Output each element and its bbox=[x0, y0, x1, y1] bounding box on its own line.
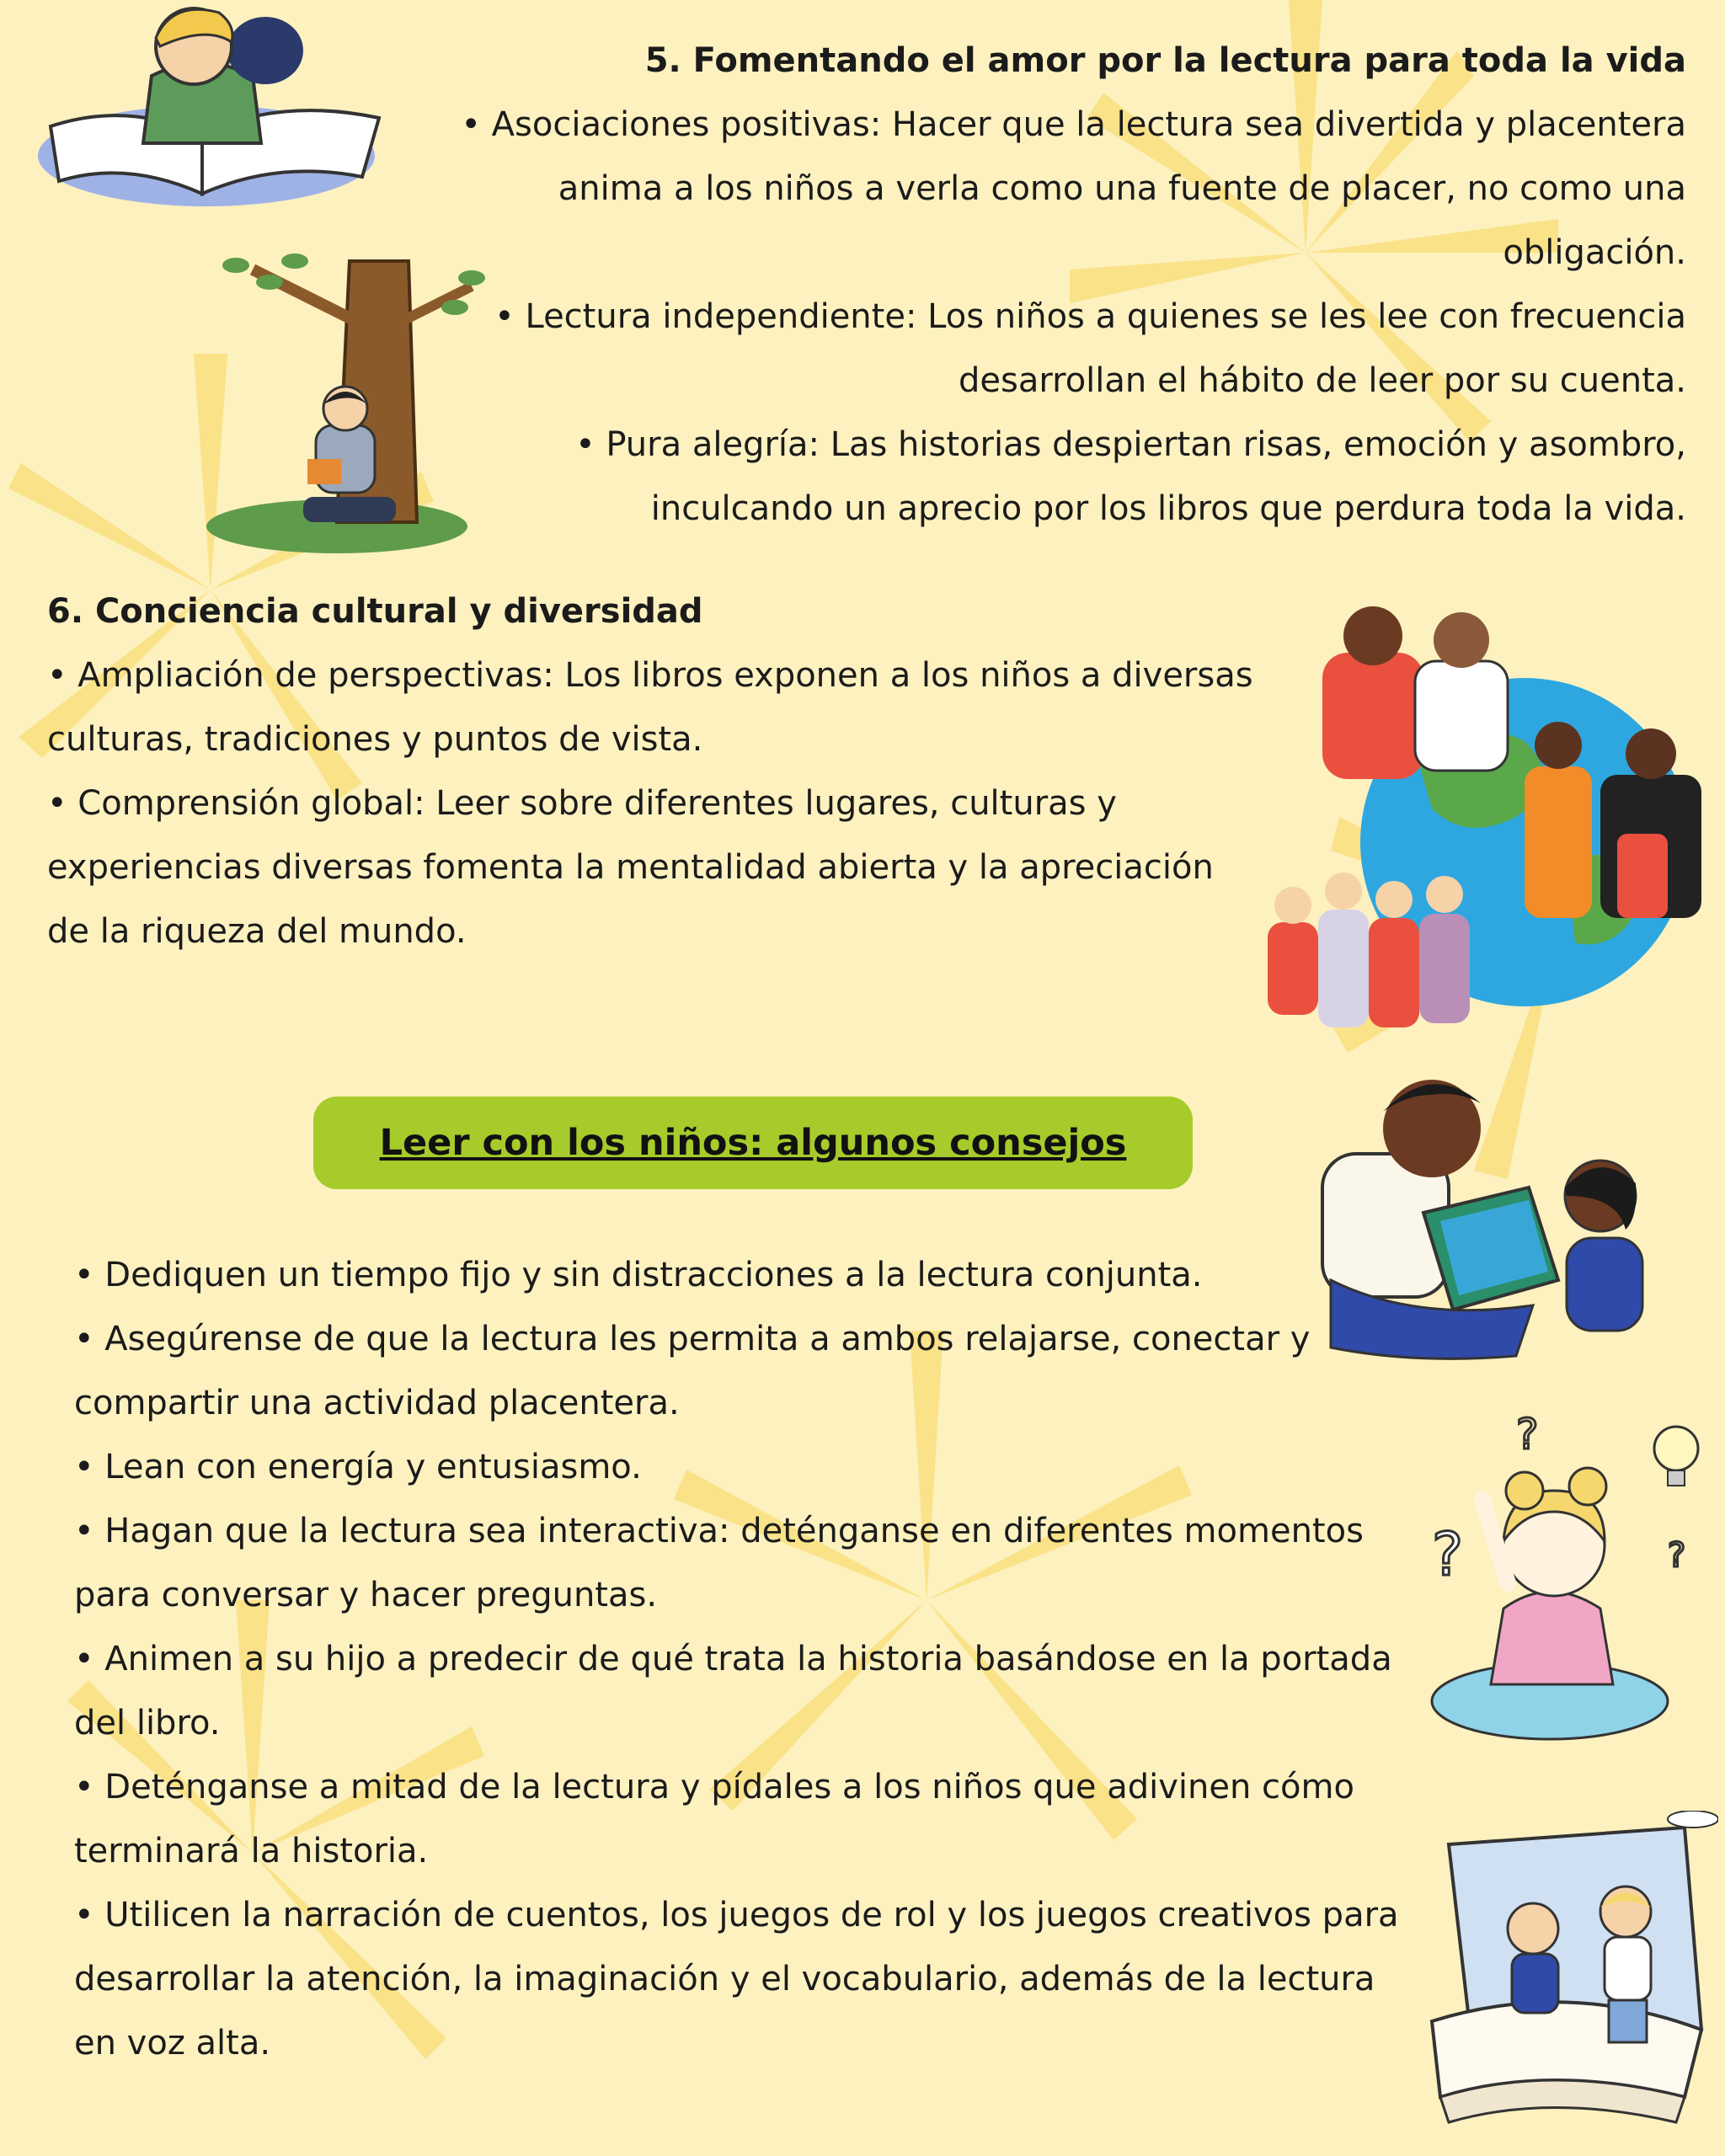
tips-line: en voz alta. bbox=[74, 2024, 271, 2063]
svg-text:?: ? bbox=[1516, 1410, 1539, 1459]
section6-line: experiencias diversas fomenta la mentalidad abierta y la apreciación bbox=[47, 848, 1214, 887]
tips-line: • Dediquen un tiempo fijo y sin distracciones a la lectura conjunta. bbox=[74, 1256, 1203, 1294]
section6-line: culturas, tradiciones y puntos de vista. bbox=[47, 720, 703, 759]
tips-line: compartir una actividad placentera. bbox=[74, 1384, 680, 1422]
section6-line: de la riqueza del mundo. bbox=[47, 912, 467, 951]
tips-line: • Deténganse a mitad de la lectura y pídales a los niños que adivinen cómo bbox=[74, 1768, 1354, 1806]
section5-line: • Asociaciones positivas: Hacer que la lectura sea divertida y placentera bbox=[461, 105, 1686, 144]
tips-line: terminará la historia. bbox=[74, 1832, 429, 1870]
section5-heading: 5. Fomentando el amor por la lectura para toda la vida bbox=[644, 41, 1686, 80]
diverse-people-around-globe-illustration bbox=[1247, 590, 1718, 1044]
section6-heading: 6. Conciencia cultural y diversidad bbox=[47, 592, 703, 631]
section5-line: obligación. bbox=[1503, 233, 1686, 272]
tips-line: • Hagan que la lectura sea interactiva: deténganse en diferentes momentos bbox=[74, 1512, 1364, 1550]
kids-exploring-on-book-illustration bbox=[1415, 1811, 1718, 2139]
tips-line: • Utilicen la narración de cuentos, los juegos de rol y los juegos creativos para bbox=[74, 1896, 1399, 1935]
svg-text:?: ? bbox=[1668, 1536, 1686, 1575]
section5-line: • Pura alegría: Las historias despiertan risas, emoción y asombro, bbox=[575, 425, 1686, 464]
section5-line: inculcando un aprecio por los libros que perdura toda la vida. bbox=[650, 489, 1686, 528]
section6-line: • Ampliación de perspectivas: Los libros exponen a los niños a diversas bbox=[47, 656, 1253, 695]
tips-list bbox=[74, 1243, 1439, 2075]
curious-girl-with-question-marks-illustration bbox=[1423, 1398, 1718, 1752]
tips-line: para conversar y hacer preguntas. bbox=[74, 1576, 658, 1614]
section6-line: • Comprensión global: Leer sobre diferentes lugares, culturas y bbox=[47, 784, 1117, 823]
section6-block bbox=[47, 579, 1268, 963]
section5-line: desarrollan el hábito de leer por su cuenta. bbox=[959, 361, 1686, 400]
tips-title: Leer con los niños: algunos consejos bbox=[313, 1097, 1193, 1189]
tips-line: • Animen a su hijo a predecir de qué trata la historia basándose en la portada bbox=[74, 1640, 1392, 1678]
section5-line: anima a los niños a verla como una fuente de placer, no como una bbox=[558, 169, 1686, 208]
tips-line: del libro. bbox=[74, 1704, 221, 1742]
tips-line: • Asegúrense de que la lectura les permita a ambos relajarse, conectar y bbox=[74, 1320, 1311, 1358]
section5-block bbox=[438, 29, 1686, 541]
tips-line: desarrollar la atención, la imaginación y el vocabulario, además de la lectura bbox=[74, 1960, 1375, 1999]
svg-text:?: ? bbox=[1432, 1520, 1464, 1589]
boy-on-open-book-illustration bbox=[25, 0, 396, 219]
section5-line: • Lectura independiente: Los niños a quienes se les lee con frecuencia bbox=[494, 297, 1686, 336]
tips-line: • Lean con energía y entusiasmo. bbox=[74, 1448, 642, 1486]
